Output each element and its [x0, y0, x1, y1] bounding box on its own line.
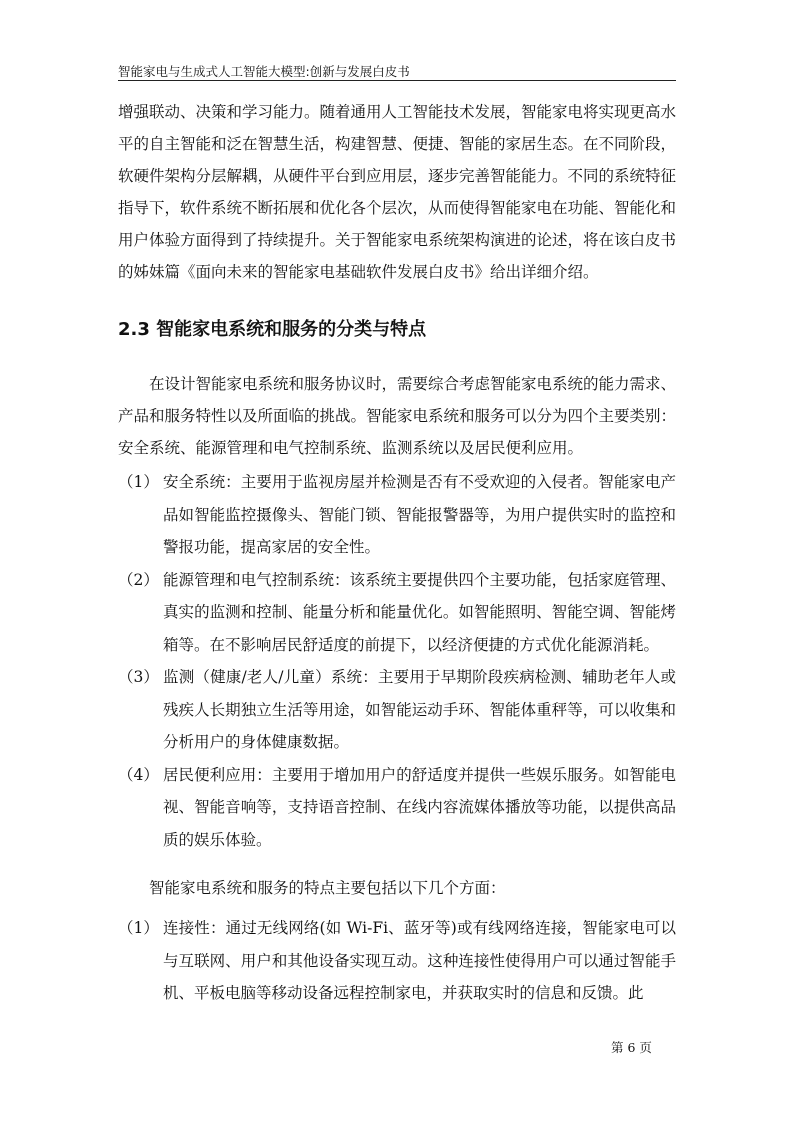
- list-item: [118, 661, 676, 759]
- list-item-number: （3）: [118, 668, 159, 686]
- list-item-number: （2）: [118, 570, 159, 589]
- section-heading: 2.3 智能家电系统和服务的分类与特点: [118, 319, 427, 340]
- list-item-number: （1）: [118, 473, 159, 491]
- list-item-text: 连接性：通过无线网络(如 Wi-Fi、蓝牙等)或有线网络连接，智能家电可以与互联网、用户和其他设备实现互动。这种连接性使得用户可以通过智能手机、平板电脑等移动设备远程控制家电，并获取实时的信息和反馈。此: [163, 919, 676, 1002]
- list-item: [118, 564, 676, 662]
- list-item: [118, 912, 676, 1010]
- list-item-text: 监测（健康/老人/儿童）系统：主要用于早期阶段疾病检测、辅助老年人或残疾人长期独立生活等用途，如智能运动手环、智能体重秤等，可以收集和分析用户的身体健康数据。: [163, 668, 676, 751]
- list-item: [118, 759, 676, 857]
- list-item-text: 能源管理和电气控制系统：该系统主要提供四个主要功能，包括家庭管理、真实的监测和控制、能量分析和能量优化。如智能照明、智能空调、智能烤箱等。在不影响居民舒适度的前提下，以经济便捷的方式优化能源消耗。: [163, 570, 676, 654]
- features-intro-paragraph: 智能家电系统和服务的特点主要包括以下几个方面：: [149, 879, 506, 897]
- header-divider: [118, 80, 676, 81]
- list-item: [118, 466, 676, 564]
- intro-paragraph: 增强联动、决策和学习能力。随着通用人工智能技术发展，智能家电将实现更高水平的自主智能和泛在智慧生活，构建智慧、便捷、智能的家居生态。在不同阶段，软硬件架构分层解耦，从硬件平台到应用层，逐步完善智能能力。不同的系统特征指导下，软件系统不断拓展和优化各个层次，从而使得智能家电在功能、智能化和用户体验方面得到了持续提升。关于智能家电系统架构演进的论述，将在该白皮书的姊妹篇《面向未来的智能家电基础软件发展白皮书》给出详细介绍。: [118, 103, 677, 281]
- list-item-text: 安全系统：主要用于监视房屋并检测是否有不受欢迎的入侵者。智能家电产品如智能监控摄像头、智能门锁、智能报警器等，为用户提供实时的监控和警报功能，提高家居的安全性。: [163, 473, 676, 556]
- list-item-number: （4）: [118, 765, 159, 784]
- categories-list: [118, 466, 676, 856]
- list-item-text: 居民便利应用：主要用于增加用户的舒适度并提供一些娱乐服务。如智能电视、智能音响等，支持语音控制、在线内容流媒体播放等功能，以提供高品质的娱乐体验。: [163, 765, 676, 849]
- features-list: [118, 912, 676, 1010]
- categories-intro-paragraph: 在设计智能家电系统和服务协议时，需要综合考虑智能家电系统的能力需求、产品和服务特性以及所面临的挑战。智能家电系统和服务可以分为四个主要类别：安全系统、能源管理和电气控制系统、监测系统以及居民便利应用。: [118, 375, 677, 457]
- running-header: 智能家电与生成式人工智能大模型:创新与发展白皮书: [118, 64, 410, 79]
- list-item-number: （1）: [118, 919, 159, 937]
- page-number: 第 6 页: [611, 1040, 652, 1055]
